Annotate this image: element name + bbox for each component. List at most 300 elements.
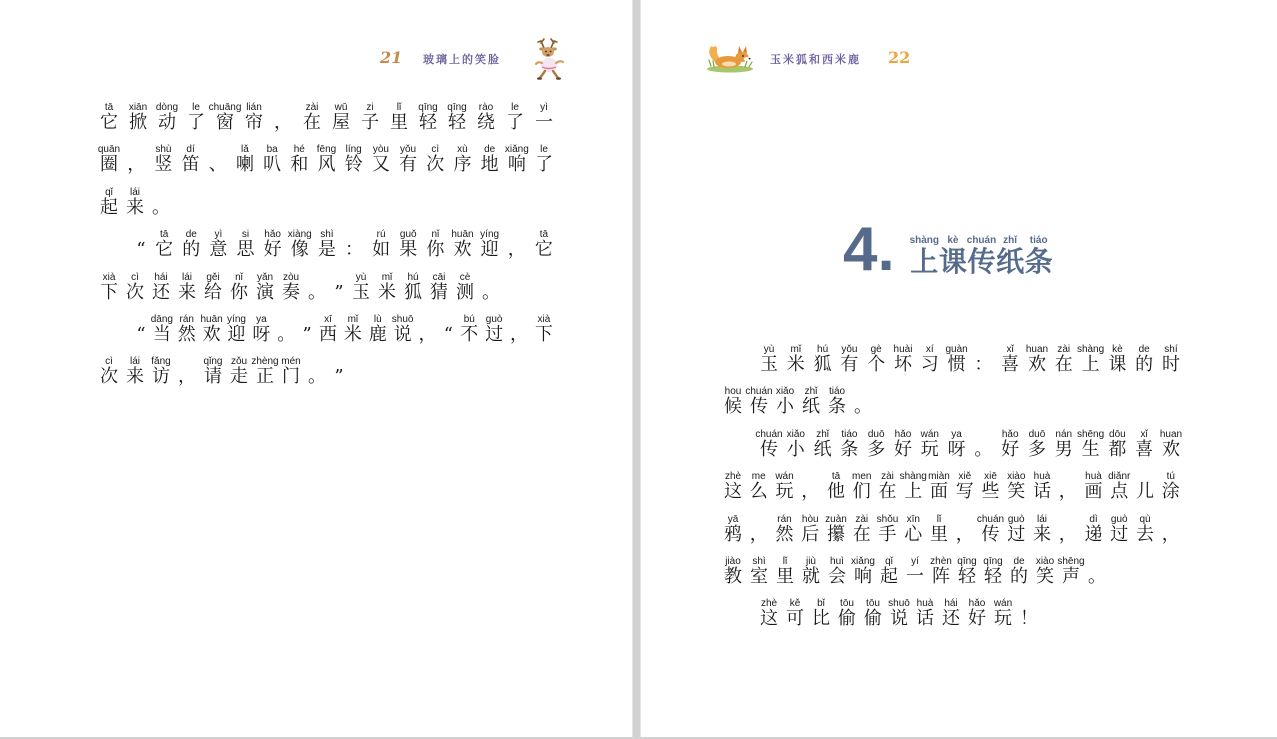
ruby-token	[724, 556, 742, 587]
ruby-token	[930, 471, 948, 502]
hanzi-char: 米	[786, 354, 805, 375]
ruby-token	[182, 144, 200, 175]
pinyin-annotation: tiáo	[1029, 235, 1048, 246]
pinyin-annotation: guàn	[945, 344, 968, 355]
hanzi-char: 正	[256, 366, 274, 388]
hanzi-char: 男	[1054, 438, 1073, 460]
pinyin-annotation: xiàng	[287, 229, 312, 241]
pinyin-annotation: guǒ	[399, 229, 417, 241]
text-line	[724, 428, 1183, 471]
hanzi-char: 有	[840, 354, 859, 375]
ruby-token	[1108, 429, 1126, 460]
ruby-token	[1033, 471, 1051, 502]
ruby-token	[921, 429, 939, 460]
ruby-token	[178, 314, 196, 345]
hanzi-char: “	[136, 323, 146, 345]
ruby-token	[1055, 429, 1073, 460]
hanzi-char: 动	[158, 112, 176, 133]
pinyin-annotation: shàng	[909, 235, 940, 246]
ruby-token	[504, 144, 529, 176]
ruby-token	[209, 229, 227, 260]
pinyin-annotation: yù	[355, 271, 367, 283]
ruby-token	[840, 429, 858, 460]
pinyin-annotation: quān	[97, 144, 121, 156]
ruby-token	[126, 272, 144, 303]
ruby-token	[100, 272, 118, 303]
hanzi-char: 欢	[1027, 354, 1046, 375]
ruby-token	[535, 229, 553, 260]
ruby-token	[399, 229, 417, 260]
ruby-token	[453, 144, 471, 175]
ruby-token	[1085, 514, 1103, 545]
pinyin-annotation: de	[484, 144, 496, 156]
pinyin-annotation: líng	[345, 144, 362, 156]
pinyin-annotation: nán	[1055, 428, 1073, 440]
hanzi-char: 欢	[202, 323, 221, 345]
ruby-token	[899, 471, 927, 503]
hanzi-char: 竖	[154, 154, 173, 176]
ruby-token	[251, 356, 279, 388]
ruby-token	[136, 314, 146, 345]
hanzi-char: 地	[480, 154, 499, 176]
pinyin-annotation: shí	[1164, 344, 1178, 355]
ruby-token	[263, 144, 281, 175]
ruby-token	[894, 344, 912, 375]
hanzi-char: 里	[930, 523, 948, 545]
pinyin-annotation: guò	[485, 313, 503, 325]
pinyin-annotation: qǐ	[105, 186, 113, 198]
ruby-token	[178, 356, 196, 387]
hanzi-char: 呀	[252, 323, 271, 345]
pinyin-annotation: zhǐ	[1003, 235, 1018, 246]
hanzi-char: 上	[904, 481, 923, 503]
ruby-token	[745, 386, 773, 418]
hanzi-char: 过	[1007, 523, 1026, 545]
pinyin-annotation: mén	[281, 356, 301, 368]
hanzi-char: 了	[187, 112, 205, 133]
hanzi-char: 屋	[332, 112, 350, 133]
chapter-title-token	[939, 235, 968, 277]
ruby-token	[535, 314, 553, 345]
ruby-token	[1036, 556, 1054, 587]
hanzi-char: 多	[867, 438, 886, 460]
hanzi-char: 玉	[760, 354, 778, 375]
ruby-token	[510, 314, 528, 345]
hanzi-char: 条	[1024, 245, 1053, 278]
ruby-token	[867, 429, 885, 460]
hanzi-char: 玉	[352, 281, 370, 303]
ruby-token	[182, 229, 200, 260]
ruby-token	[230, 272, 248, 303]
hanzi-char: ：	[345, 239, 363, 261]
pinyin-annotation: tōu	[840, 598, 854, 610]
pinyin-annotation: zǒu	[230, 356, 248, 368]
hanzi-char: 。	[854, 396, 872, 418]
hanzi-char: 不	[460, 323, 479, 345]
ruby-token	[204, 272, 222, 303]
pinyin-annotation: kě	[789, 598, 801, 610]
hanzi-char: 奏	[282, 281, 300, 303]
hanzi-char: 如	[372, 239, 391, 261]
chapter-title-token	[1024, 235, 1053, 277]
hanzi-char: 心	[904, 523, 923, 545]
ruby-token	[264, 229, 282, 260]
pinyin-annotation: xí	[925, 344, 934, 355]
pinyin-annotation: ba	[266, 144, 278, 156]
ruby-token	[942, 598, 960, 629]
hanzi-char: 欢	[1161, 438, 1180, 460]
hanzi-char: 过	[485, 323, 504, 345]
hanzi-char: 好	[263, 239, 282, 261]
pinyin-annotation: gěi	[206, 271, 220, 283]
ruby-token	[802, 556, 820, 587]
pinyin-annotation: xiān	[128, 102, 148, 113]
hanzi-char: 教	[724, 565, 742, 587]
hanzi-char: 一	[906, 565, 924, 587]
hanzi-char: 掀	[129, 112, 147, 133]
pinyin-annotation: lián	[246, 102, 262, 113]
pinyin-annotation: xiǎng	[504, 144, 529, 156]
ruby-token	[209, 144, 227, 175]
pinyin-annotation: xiě	[958, 471, 972, 483]
pinyin-annotation: hú	[407, 271, 419, 283]
ruby-token	[1135, 344, 1153, 375]
chapter-title-token	[996, 235, 1025, 277]
ruby-token	[460, 314, 478, 345]
ruby-token	[851, 555, 875, 587]
hanzi-char: ！	[1020, 608, 1038, 630]
pinyin-annotation: nǐ	[235, 271, 243, 283]
hanzi-char: 手	[878, 523, 897, 545]
hanzi-char: 思	[236, 239, 255, 261]
hanzi-char: 后	[801, 523, 820, 545]
pinyin-annotation: shì	[320, 229, 334, 241]
ruby-token	[1110, 514, 1128, 545]
pinyin-annotation: hǎo	[968, 598, 986, 610]
hanzi-char: 的	[1135, 354, 1154, 375]
hanzi-char: 狐	[813, 354, 832, 375]
pinyin-annotation: xù	[457, 144, 468, 156]
ruby-token	[372, 144, 390, 175]
hanzi-char: 玩	[775, 481, 794, 503]
ruby-token	[152, 187, 170, 218]
hanzi-char: “	[136, 239, 146, 261]
hanzi-char: ，	[1058, 523, 1077, 545]
ruby-token	[187, 102, 205, 133]
ruby-token	[750, 514, 768, 545]
hanzi-char: 喜	[1135, 438, 1154, 460]
ruby-token	[750, 556, 768, 587]
hanzi-char: 演	[256, 281, 274, 303]
hanzi-char: 们	[852, 481, 871, 503]
ruby-token	[968, 598, 986, 629]
pinyin-annotation: chuán	[755, 428, 783, 440]
ruby-token	[827, 514, 845, 545]
ruby-token	[1057, 555, 1085, 587]
hanzi-char: 在	[1054, 354, 1073, 375]
hanzi-char: 你	[230, 281, 248, 303]
hanzi-char: 又	[371, 154, 390, 176]
ruby-token	[958, 556, 976, 587]
pinyin-annotation: duō	[1028, 428, 1046, 440]
hanzi-char: 话	[1033, 481, 1051, 503]
ruby-token	[776, 556, 794, 587]
ruby-token	[1007, 471, 1025, 502]
ruby-token	[1162, 471, 1180, 502]
ruby-token	[814, 429, 832, 460]
hanzi-char: ”	[334, 366, 344, 388]
hanzi-char: 习	[920, 354, 939, 375]
hanzi-char: 了	[535, 154, 553, 176]
ruby-token	[302, 314, 312, 345]
hanzi-char: 传	[760, 438, 778, 460]
pinyin-annotation: fēng	[316, 144, 337, 156]
ruby-token	[1159, 428, 1183, 460]
hanzi-char: 呀	[947, 438, 966, 460]
pinyin-annotation: shǒu	[876, 513, 899, 525]
ruby-token	[724, 386, 742, 417]
ruby-token	[485, 314, 503, 345]
hanzi-char: ，	[801, 481, 820, 503]
hanzi-char: ，	[274, 112, 292, 133]
pinyin-annotation: lái	[129, 186, 140, 198]
hanzi-char: 西	[319, 323, 337, 345]
ruby-token	[1001, 344, 1019, 375]
hanzi-char: 鹿	[368, 323, 387, 345]
pinyin-annotation: tiáo	[841, 428, 858, 440]
pinyin-annotation: yì	[214, 229, 223, 241]
text-line	[100, 356, 553, 398]
pinyin-annotation: cì	[131, 271, 139, 283]
pinyin-annotation: diǎnr	[1108, 471, 1131, 483]
hanzi-char: 次	[426, 154, 445, 176]
hanzi-char: 喜	[1001, 354, 1020, 375]
hanzi-char: 好	[968, 608, 986, 630]
ruby-token	[378, 272, 396, 303]
ruby-token	[1136, 514, 1154, 545]
pinyin-annotation: zi	[366, 102, 374, 113]
hanzi-char: 上	[1081, 354, 1100, 375]
ruby-token	[1088, 556, 1106, 587]
ruby-token	[890, 598, 908, 629]
hanzi-char: 惯	[947, 354, 966, 375]
ruby-token	[372, 229, 390, 260]
hanzi-char: 帘	[245, 112, 263, 133]
running-header-title: 玉米狐和西米鹿	[770, 53, 861, 66]
pinyin-annotation: xiǎng	[851, 555, 875, 567]
ruby-token	[1135, 429, 1153, 460]
pinyin-annotation: lǎ	[241, 144, 249, 156]
ruby-token	[245, 102, 263, 133]
pinyin-annotation: de	[1138, 344, 1150, 355]
hanzi-char: 递	[1084, 523, 1103, 545]
hanzi-char: 的	[182, 239, 201, 261]
pinyin-annotation: cì	[431, 144, 440, 156]
pinyin-annotation: huà	[916, 598, 934, 610]
ruby-token	[854, 386, 872, 417]
pinyin-annotation: miàn	[928, 471, 950, 483]
pinyin-annotation: de	[185, 229, 197, 241]
pinyin-annotation: tā	[104, 102, 114, 113]
ruby-token	[1076, 344, 1105, 375]
hanzi-char: ，	[749, 523, 768, 545]
ruby-token	[277, 314, 295, 345]
pinyin-annotation: yíng	[480, 229, 500, 241]
ruby-token	[129, 102, 147, 133]
pinyin-annotation: lái	[129, 356, 140, 368]
hanzi-char: 写	[955, 481, 974, 503]
hanzi-char: 。	[152, 196, 170, 218]
pinyin-annotation: yǒu	[400, 144, 417, 156]
pinyin-annotation: yǎn	[256, 271, 274, 283]
ruby-token	[974, 344, 992, 375]
hanzi-char: 还	[942, 608, 960, 630]
pinyin-annotation: zài	[305, 102, 319, 113]
ruby-token	[724, 471, 742, 502]
text-line	[100, 102, 553, 144]
hanzi-char: 起	[880, 565, 898, 587]
ruby-token	[290, 144, 308, 175]
ruby-token	[399, 144, 417, 175]
ruby-token	[390, 102, 408, 133]
hanzi-char: 点	[1110, 481, 1129, 503]
hanzi-char: 去	[1136, 523, 1154, 545]
ruby-token	[876, 513, 899, 545]
left-page-body-text	[97, 102, 553, 399]
ruby-token	[508, 229, 526, 260]
hanzi-char: 坏	[893, 354, 912, 375]
pinyin-annotation: yì	[540, 102, 548, 113]
hanzi-char: 迎	[480, 239, 499, 261]
pinyin-annotation: zài	[855, 513, 869, 525]
pinyin-annotation: gè	[870, 344, 882, 355]
hanzi-char: 偷	[838, 608, 856, 630]
pinyin-annotation: hú	[817, 344, 829, 355]
ruby-token	[724, 514, 742, 545]
pinyin-annotation: fǎng	[151, 356, 171, 368]
pinyin-annotation: hou	[724, 386, 742, 398]
pinyin-annotation: zhèn	[930, 555, 952, 567]
pinyin-annotation: lǐ	[782, 555, 788, 567]
hanzi-char: ，	[178, 366, 196, 388]
ruby-token	[152, 356, 170, 387]
pinyin-annotation: hái	[944, 598, 958, 610]
pinyin-annotation: xiǎo	[786, 428, 805, 440]
chapter-title-token	[967, 235, 996, 277]
ruby-token	[760, 598, 778, 629]
pinyin-annotation: huan	[1159, 428, 1183, 440]
ruby-token	[1033, 514, 1051, 545]
pinyin-annotation: dí	[186, 144, 195, 156]
ruby-token	[361, 102, 379, 133]
pinyin-annotation: zhǐ	[816, 428, 829, 440]
ruby-token	[894, 429, 912, 460]
hanzi-char: 比	[812, 608, 830, 630]
pinyin-annotation: yǒu	[841, 344, 858, 355]
ruby-token	[776, 471, 794, 502]
hanzi-char: 多	[1027, 438, 1046, 460]
pinyin-annotation: qǐ	[885, 555, 893, 567]
pinyin-annotation: le	[511, 102, 519, 113]
ruby-token	[853, 471, 871, 502]
ruby-token	[1020, 598, 1038, 629]
pinyin-annotation: xīn	[906, 513, 920, 525]
ruby-token	[1025, 344, 1049, 375]
pinyin-annotation: lù	[373, 313, 382, 325]
hanzi-char: 候	[724, 396, 742, 418]
hanzi-char: 风	[317, 154, 336, 176]
pinyin-annotation: hǎo	[894, 428, 912, 440]
pinyin-annotation: cì	[105, 356, 113, 368]
ruby-token	[282, 272, 300, 303]
hanzi-char: 。	[1088, 565, 1106, 587]
pinyin-annotation: yíng	[227, 313, 246, 325]
hanzi-char: 狐	[404, 281, 422, 303]
ruby-token	[828, 556, 846, 587]
hanzi-char: 次	[126, 281, 144, 303]
hanzi-char: 然	[775, 523, 794, 545]
ruby-token	[274, 102, 292, 133]
ruby-token	[155, 102, 179, 133]
ruby-token	[282, 356, 300, 387]
hanzi-char: ，	[507, 239, 526, 261]
ruby-token	[984, 556, 1002, 587]
pinyin-annotation: mǐ	[381, 271, 393, 283]
ruby-token	[404, 272, 422, 303]
hanzi-char: 个	[867, 354, 886, 375]
pinyin-annotation: zài	[1057, 344, 1071, 355]
pinyin-annotation: xǐ	[1006, 344, 1014, 355]
hanzi-char: 玩	[994, 608, 1012, 630]
hanzi-char: 说	[393, 323, 412, 345]
ruby-token	[750, 471, 768, 502]
hanzi-char: 课	[1108, 354, 1127, 375]
hanzi-char: 些	[981, 481, 1000, 503]
hanzi-char: 涂	[1161, 481, 1180, 503]
hanzi-char: 了	[506, 112, 524, 133]
text-line	[100, 272, 553, 314]
pinyin-annotation: yòu	[372, 144, 389, 156]
text-line	[100, 187, 553, 229]
hanzi-char: 轻	[448, 112, 466, 133]
hanzi-char: 铃	[344, 154, 363, 176]
ruby-token	[535, 144, 553, 175]
hanzi-char: ：	[974, 354, 993, 375]
hanzi-char: 在	[852, 523, 871, 545]
hanzi-char: 的	[1010, 565, 1028, 587]
ruby-token	[1001, 429, 1019, 460]
hanzi-char: 时	[1161, 354, 1180, 375]
ruby-token	[236, 144, 254, 175]
ruby-token	[760, 344, 778, 375]
hanzi-char: 里	[390, 112, 408, 133]
hanzi-char: 鸦	[724, 523, 742, 545]
ruby-token	[1007, 514, 1025, 545]
ruby-token	[976, 513, 1005, 545]
pinyin-annotation: lǐ	[396, 102, 402, 113]
hanzi-char: 访	[152, 366, 170, 388]
pinyin-annotation: jiù	[805, 555, 816, 567]
ruby-token	[443, 314, 453, 345]
hanzi-char: 室	[750, 565, 768, 587]
ruby-token	[974, 429, 992, 460]
ruby-token	[344, 314, 362, 345]
left-page	[0, 0, 633, 737]
running-header-title: 玻璃上的笑脸	[423, 53, 501, 66]
ruby-token	[287, 229, 312, 261]
pinyin-annotation: huài	[893, 344, 913, 355]
ruby-token	[252, 314, 270, 345]
